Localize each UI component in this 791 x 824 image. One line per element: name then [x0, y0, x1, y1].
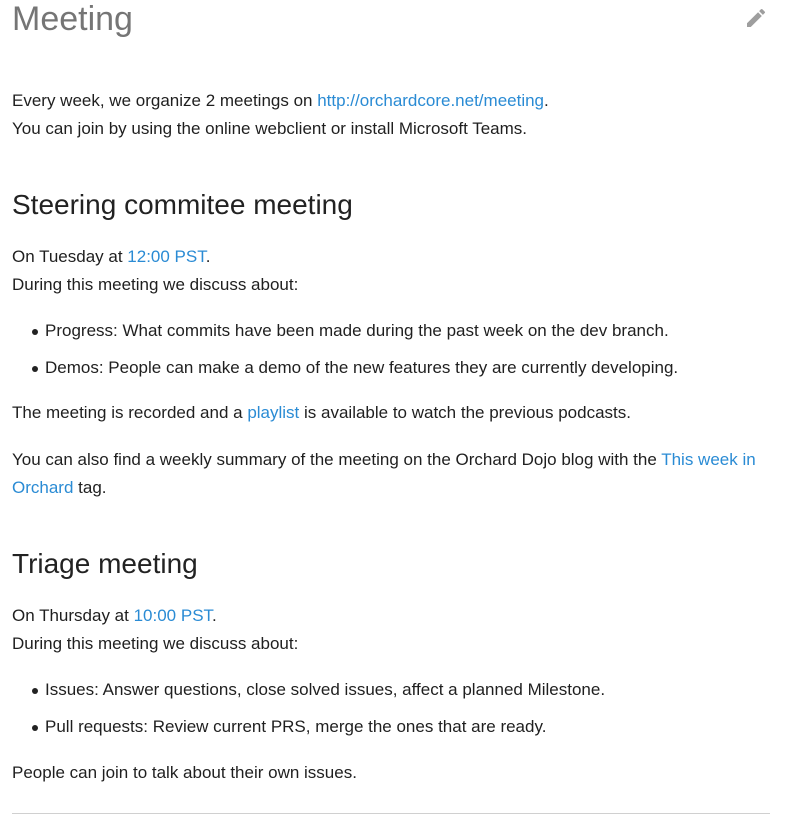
intro	[12, 87, 772, 143]
triage-when	[12, 602, 772, 658]
steering-time: On Tuesday at 12:00 PST.	[12, 247, 211, 266]
this-week-in-orchard-link[interactable]: This week in Orchard	[12, 450, 756, 497]
pencil-icon[interactable]	[744, 6, 768, 30]
steering-section	[12, 187, 772, 223]
steering-time-link[interactable]: 12:00 PST	[127, 247, 206, 266]
triage-heading: Triage meeting	[12, 548, 198, 579]
intro-line-1: Every week, we organize 2 meetings on http://orchardcore.net/meeting.	[12, 91, 549, 110]
steering-list	[12, 317, 772, 391]
triage-closing: People can join to talk about their own issues.	[12, 763, 357, 782]
triage-time-link[interactable]: 10:00 PST	[133, 606, 213, 625]
list-item: Demos: People can make a demo of the new features they are currently developing.	[12, 354, 772, 382]
list-item: Progress: What commits have been made during the past week on the dev branch.	[12, 317, 772, 345]
steering-recorded: The meeting is recorded and a playlist is available to watch the previous podcasts.	[12, 403, 631, 422]
intro-line-2: You can join by using the online webclient or install Microsoft Teams.	[12, 119, 528, 138]
list-item: Pull requests: Review current PRS, merge the ones that are ready.	[12, 713, 772, 741]
playlist-link[interactable]: playlist	[247, 403, 300, 422]
page-title: Meeting	[12, 0, 133, 38]
divider	[12, 813, 770, 814]
triage-discuss: During this meeting we discuss about:	[12, 634, 299, 653]
triage-time: On Thursday at 10:00 PST.	[12, 606, 217, 625]
triage-list	[12, 676, 772, 750]
steering-heading: Steering commitee meeting	[12, 189, 353, 220]
triage-section	[12, 546, 772, 582]
steering-discuss: During this meeting we discuss about:	[12, 275, 299, 294]
list-item: Issues: Answer questions, close solved issues, affect a planned Milestone.	[12, 676, 772, 704]
steering-when	[12, 243, 772, 299]
meeting-link[interactable]: http://orchardcore.net/meeting	[317, 91, 545, 110]
steering-summary: You can also find a weekly summary of the meeting on the Orchard Dojo blog with the This week in Orchard tag.	[12, 450, 756, 497]
